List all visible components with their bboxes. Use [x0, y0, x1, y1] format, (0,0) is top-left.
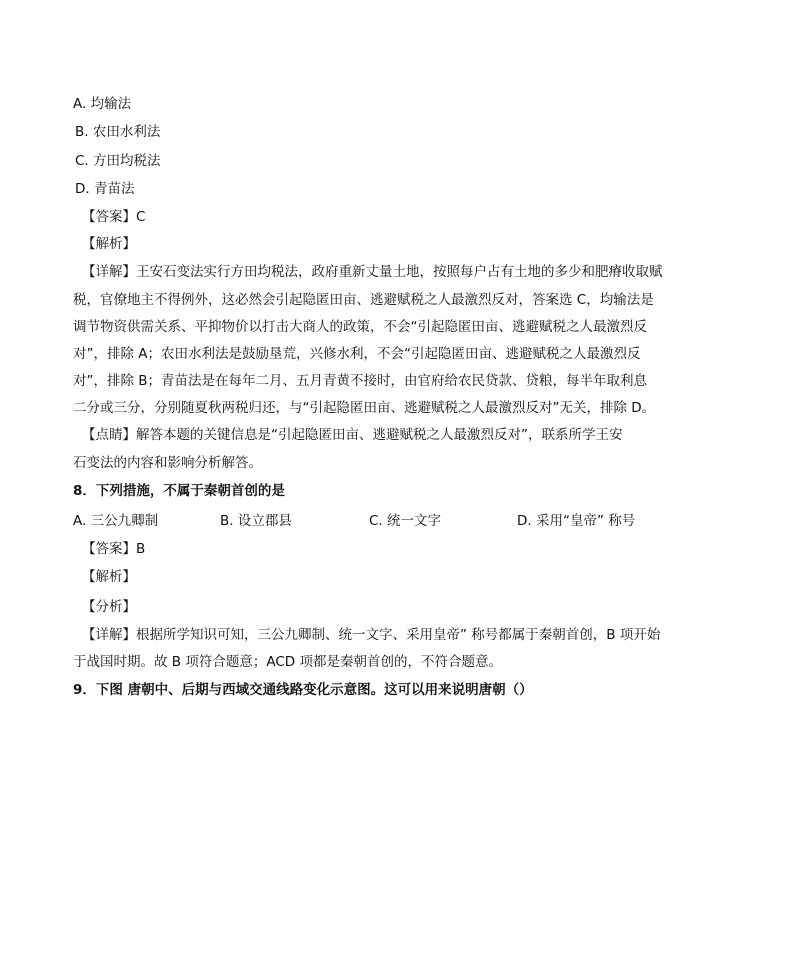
q8-fenxi-label: 【分析】 [82, 599, 136, 615]
q8-option-c: C. 统一文字 [369, 513, 442, 529]
question-9-stem: 9．下图 唐朝中、后期与西域交通线路变化示意图。这可以用来说明唐朝（） [73, 682, 533, 698]
detail-line-3: 调节物资供需关系、平抑物价以打击大商人的政策，不会“引起隐匿田亩、逃避赋税之人最激烈反 [73, 319, 647, 335]
tip-line-1: 【点睛】解答本题的关键信息是“引起隐匿田亩、逃避赋税之人最激烈反对”，联系所学王安 [82, 427, 623, 443]
answer-label: 【答案】C [82, 209, 146, 225]
analysis-label: 【解析】 [82, 236, 136, 252]
q8-detail-line-1: 【详解】根据所学知识可知，三公九卿制、统一文字、采用皇帝” 称号都属于秦朝首创，B 项开始 [82, 627, 661, 643]
q8-answer-label: 【答案】B [82, 541, 146, 557]
detail-line-4: 对”，排除 A；农田水利法是鼓励垦荒，兴修水利，不会“引起隐匿田亩、逃避赋税之人最激烈反 [73, 346, 641, 362]
option-c: C. 方田均税法 [75, 153, 161, 169]
question-8-stem: 8．下列措施，不属于秦朝首创的是 [73, 483, 285, 499]
option-a: A. 均输法 [73, 96, 132, 112]
q8-detail-line-2: 于战国时期。故 B 项符合题意；ACD 项都是秦朝首创的，不符合题意。 [73, 654, 502, 670]
question-8-options [0, 511, 793, 531]
q8-option-b: B. 设立郡县 [220, 513, 292, 529]
q8-option-d: D. 采用“皇帝” 称号 [517, 513, 636, 529]
detail-line-5: 对”，排除 B；青苗法是在每年二月、五月青黄不接时，由官府给农民贷款、贷粮，每半年取利息 [73, 373, 648, 389]
detail-line-1: 【详解】王安石变法实行方田均税法，政府重新丈量土地，按照每户占有土地的多少和肥瘠收取赋 [82, 264, 663, 280]
option-b: B. 农田水利法 [75, 124, 161, 140]
tip-line-2: 石变法的内容和影响分析解答。 [73, 455, 262, 471]
q8-option-a: A. 三公九卿制 [73, 513, 159, 529]
detail-line-2: 税，官僚地主不得例外，这必然会引起隐匿田亩、逃避赋税之人最激烈反对，答案选 C，均输法是 [73, 292, 654, 308]
detail-line-6: 二分或三分，分别随夏秋两税归还，与“引起隐匿田亩、逃避赋税之人最激烈反对”无关，排除 D。 [73, 400, 656, 416]
option-d: D. 青苗法 [75, 181, 135, 197]
q8-analysis-label: 【解析】 [82, 569, 136, 585]
